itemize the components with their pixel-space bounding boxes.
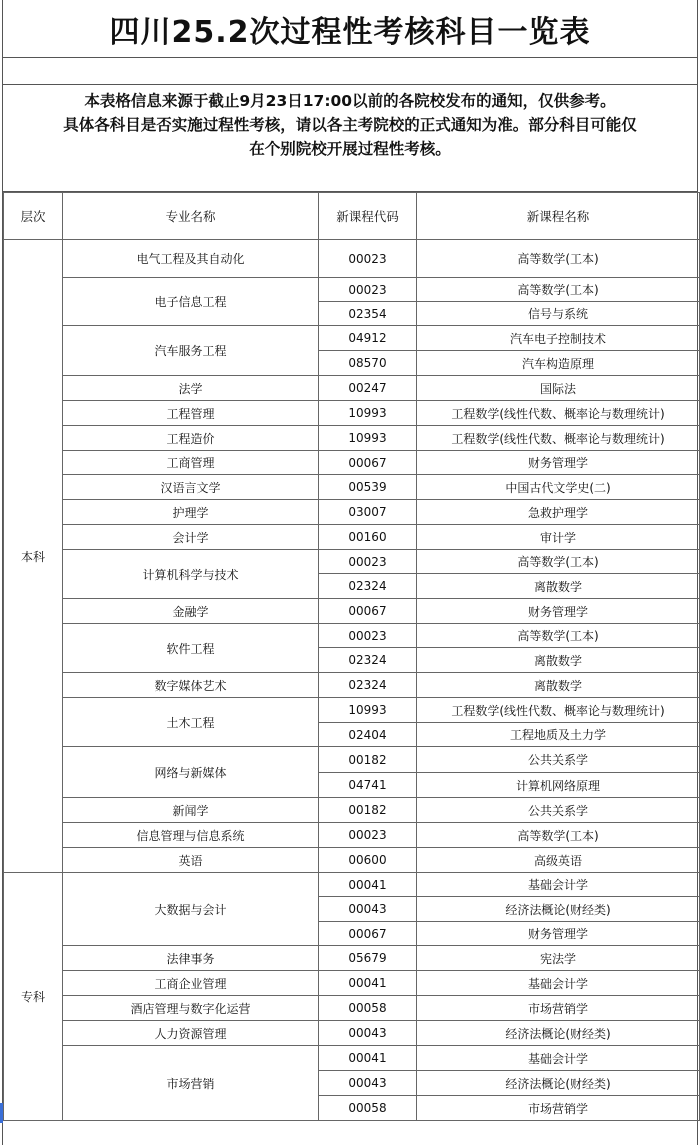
table-row <box>4 278 700 302</box>
course-name-cell: 高等数学(工本) <box>417 240 700 278</box>
notice-line-1: 本表格信息来源于截止9月23日17:00以前的各院校发布的通知，仅供参考。 <box>84 92 616 110</box>
table-row <box>4 326 700 351</box>
course-code-cell: 00023 <box>319 278 417 302</box>
table-row <box>4 401 700 426</box>
major-name-cell: 工商管理 <box>63 451 319 475</box>
course-name-cell: 财务管理学 <box>417 922 700 946</box>
course-name-cell: 工程数学(线性代数、概率论与数理统计) <box>417 401 700 426</box>
course-code-cell: 10993 <box>319 698 417 723</box>
major-name-cell: 汽车服务工程 <box>63 326 319 376</box>
course-name-cell: 公共关系学 <box>417 798 700 823</box>
course-name-cell: 高等数学(工本) <box>417 278 700 302</box>
major-name-cell: 酒店管理与数字化运营 <box>63 996 319 1021</box>
document-sheet <box>2 0 698 1145</box>
course-code-cell: 02324 <box>319 673 417 698</box>
course-code-cell: 00058 <box>319 996 417 1021</box>
major-name-cell: 新闻学 <box>63 798 319 823</box>
header-major: 专业名称 <box>63 193 319 240</box>
course-code-cell: 03007 <box>319 500 417 525</box>
major-name-cell: 计算机科学与技术 <box>63 550 319 599</box>
course-code-cell: 00067 <box>319 451 417 475</box>
course-code-cell: 00041 <box>319 1046 417 1071</box>
course-code-cell: 00041 <box>319 873 417 897</box>
course-code-cell: 00247 <box>319 376 417 401</box>
table-row <box>4 798 700 823</box>
table-row <box>4 1046 700 1071</box>
course-name-cell: 高等数学(工本) <box>417 823 700 848</box>
major-name-cell: 数字媒体艺术 <box>63 673 319 698</box>
course-name-cell: 中国古代文学史(二) <box>417 475 700 500</box>
course-code-cell: 00182 <box>319 798 417 823</box>
edge-marker <box>0 1103 3 1123</box>
table-row <box>4 698 700 723</box>
course-name-cell: 国际法 <box>417 376 700 401</box>
table-row <box>4 848 700 873</box>
table-row <box>4 500 700 525</box>
course-name-cell: 市场营销学 <box>417 996 700 1021</box>
table-row <box>4 823 700 848</box>
course-name-cell: 急救护理学 <box>417 500 700 525</box>
table-row <box>4 525 700 550</box>
course-code-cell: 00160 <box>319 525 417 550</box>
major-name-cell: 法律事务 <box>63 946 319 971</box>
major-name-cell: 土木工程 <box>63 698 319 747</box>
major-name-cell: 护理学 <box>63 500 319 525</box>
course-code-cell: 00067 <box>319 599 417 624</box>
course-code-cell: 05679 <box>319 946 417 971</box>
course-table <box>3 192 700 1121</box>
course-code-cell: 00067 <box>319 922 417 946</box>
table-row <box>4 451 700 475</box>
course-code-cell: 00043 <box>319 897 417 922</box>
course-code-cell: 00023 <box>319 823 417 848</box>
course-name-cell: 高等数学(工本) <box>417 624 700 648</box>
course-name-cell: 经济法概论(财经类) <box>417 897 700 922</box>
course-code-cell: 10993 <box>319 426 417 451</box>
course-name-cell: 离散数学 <box>417 648 700 673</box>
major-name-cell: 大数据与会计 <box>63 873 319 946</box>
major-name-cell: 网络与新媒体 <box>63 747 319 798</box>
major-name-cell: 电气工程及其自动化 <box>63 240 319 278</box>
table-row <box>4 873 700 897</box>
course-code-cell: 04741 <box>319 773 417 798</box>
major-name-cell: 会计学 <box>63 525 319 550</box>
course-name-cell: 基础会计学 <box>417 1046 700 1071</box>
header-course: 新课程名称 <box>417 193 700 240</box>
major-name-cell: 市场营销 <box>63 1046 319 1121</box>
table-row <box>4 426 700 451</box>
course-name-cell: 经济法概论(财经类) <box>417 1021 700 1046</box>
major-name-cell: 法学 <box>63 376 319 401</box>
course-code-cell: 00023 <box>319 550 417 574</box>
course-name-cell: 经济法概论(财经类) <box>417 1071 700 1096</box>
course-name-cell: 审计学 <box>417 525 700 550</box>
course-code-cell: 04912 <box>319 326 417 351</box>
course-name-cell: 工程地质及土力学 <box>417 723 700 747</box>
course-code-cell: 00023 <box>319 240 417 278</box>
course-name-cell: 汽车构造原理 <box>417 351 700 376</box>
table-body <box>4 240 700 1121</box>
level-cell: 本科 <box>4 240 63 873</box>
table-row <box>4 996 700 1021</box>
table-row <box>4 1021 700 1046</box>
course-code-cell: 00043 <box>319 1071 417 1096</box>
course-code-cell: 00058 <box>319 1096 417 1121</box>
course-name-cell: 信号与系统 <box>417 302 700 326</box>
course-code-cell: 02324 <box>319 574 417 599</box>
course-name-cell: 离散数学 <box>417 574 700 599</box>
course-code-cell: 00182 <box>319 747 417 773</box>
major-name-cell: 汉语言文学 <box>63 475 319 500</box>
course-code-cell: 02324 <box>319 648 417 673</box>
major-name-cell: 人力资源管理 <box>63 1021 319 1046</box>
table-row <box>4 971 700 996</box>
notice-block <box>3 84 697 192</box>
course-name-cell: 高级英语 <box>417 848 700 873</box>
major-name-cell: 英语 <box>63 848 319 873</box>
header-code: 新课程代码 <box>319 193 417 240</box>
major-name-cell: 电子信息工程 <box>63 278 319 326</box>
table-row <box>4 240 700 278</box>
course-code-cell: 02404 <box>319 723 417 747</box>
table-row <box>4 747 700 773</box>
table-row <box>4 946 700 971</box>
course-name-cell: 财务管理学 <box>417 599 700 624</box>
course-name-cell: 工程数学(线性代数、概率论与数理统计) <box>417 698 700 723</box>
course-code-cell: 10993 <box>319 401 417 426</box>
major-name-cell: 软件工程 <box>63 624 319 673</box>
table-row <box>4 673 700 698</box>
notice-line-2: 具体各科目是否实施过程性考核，请以各主考院校的正式通知为准。部分科目可能仅 <box>63 116 637 134</box>
major-name-cell: 工程造价 <box>63 426 319 451</box>
course-code-cell: 08570 <box>319 351 417 376</box>
table-row <box>4 550 700 574</box>
major-name-cell: 金融学 <box>63 599 319 624</box>
course-name-cell: 财务管理学 <box>417 451 700 475</box>
course-code-cell: 02354 <box>319 302 417 326</box>
level-cell: 专科 <box>4 873 63 1121</box>
major-name-cell: 工程管理 <box>63 401 319 426</box>
course-name-cell: 基础会计学 <box>417 873 700 897</box>
table-header-row <box>4 193 700 240</box>
table-row <box>4 475 700 500</box>
course-name-cell: 汽车电子控制技术 <box>417 326 700 351</box>
course-name-cell: 基础会计学 <box>417 971 700 996</box>
course-name-cell: 高等数学(工本) <box>417 550 700 574</box>
course-name-cell: 宪法学 <box>417 946 700 971</box>
course-name-cell: 工程数学(线性代数、概率论与数理统计) <box>417 426 700 451</box>
notice-line-3: 在个别院校开展过程性考核。 <box>249 140 451 158</box>
course-code-cell: 00043 <box>319 1021 417 1046</box>
course-code-cell: 00041 <box>319 971 417 996</box>
page-title: 四川25.2次过程性考核科目一览表 <box>3 0 697 58</box>
major-name-cell: 信息管理与信息系统 <box>63 823 319 848</box>
course-name-cell: 离散数学 <box>417 673 700 698</box>
table-row <box>4 624 700 648</box>
major-name-cell: 工商企业管理 <box>63 971 319 996</box>
course-name-cell: 市场营销学 <box>417 1096 700 1121</box>
header-level: 层次 <box>4 193 63 240</box>
table-row <box>4 376 700 401</box>
spacer <box>3 58 697 84</box>
table-row <box>4 599 700 624</box>
course-name-cell: 计算机网络原理 <box>417 773 700 798</box>
course-code-cell: 00539 <box>319 475 417 500</box>
course-code-cell: 00600 <box>319 848 417 873</box>
course-name-cell: 公共关系学 <box>417 747 700 773</box>
course-code-cell: 00023 <box>319 624 417 648</box>
